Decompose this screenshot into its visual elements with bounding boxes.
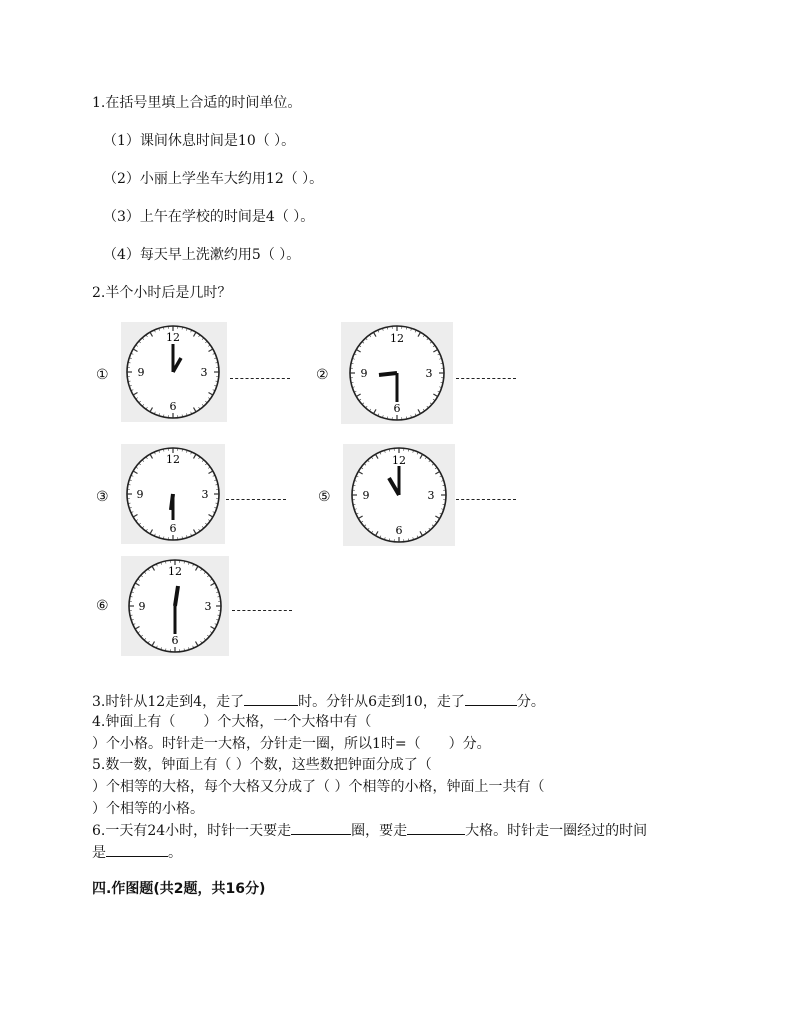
q6-blank-1[interactable] <box>291 820 351 835</box>
clock-1-num-6: 6 <box>169 400 177 413</box>
clock-6-face <box>121 556 229 656</box>
clock-3-num-9: 9 <box>136 488 144 501</box>
q1-title: 1.在括号里填上合适的时间单位。 <box>92 95 302 111</box>
clock-1-answer-line[interactable] <box>230 378 290 379</box>
q3-part3: 分。 <box>516 694 545 710</box>
clock-3-num-6: 6 <box>169 522 177 535</box>
clock-2-answer-line[interactable] <box>456 378 516 379</box>
clock-5-num-3: 3 <box>427 489 435 502</box>
q4-line-1: 4.钟面上有（ ）个大格，一个大格中有（ <box>92 714 372 730</box>
clock-2-num-6: 6 <box>393 402 401 415</box>
clock-1-num-12: 12 <box>166 331 180 344</box>
clock-2-hour-hand <box>379 373 397 375</box>
clock-1-label: ① <box>96 367 109 383</box>
clock-5 <box>343 444 455 546</box>
q1-item-1: （1）课间休息时间是10（ ）。 <box>103 133 296 149</box>
clock-1-num-9: 9 <box>137 366 145 379</box>
q3-line <box>92 691 545 711</box>
clock-6-num-9: 9 <box>138 600 146 613</box>
q6-line-2 <box>92 842 182 862</box>
q3-part2: 时。分针从6走到10，走了 <box>298 694 465 710</box>
q2-title: 2.半个小时后是几时？ <box>92 285 232 301</box>
clock-2-face <box>341 322 453 424</box>
section-title: 四.作图题(共2题，共16分) <box>92 881 266 897</box>
clock-5-num-12: 12 <box>392 454 406 467</box>
clock-5-face <box>343 444 455 546</box>
clock-3-num-3: 3 <box>201 488 209 501</box>
clock-2 <box>341 322 453 424</box>
q6-part5: 。 <box>168 845 182 861</box>
clock-1-face <box>121 322 227 422</box>
clock-6-num-3: 3 <box>204 600 212 613</box>
q5-line-3: ）个相等的小格。 <box>92 801 204 817</box>
q4-line-2: ）个小格。时针走一大格，分针走一圈，所以1时=（ ）分。 <box>92 736 491 752</box>
clock-3-num-12: 12 <box>166 453 180 466</box>
q1-item-3: （3）上午在学校的时间是4（ ）。 <box>103 209 315 225</box>
clock-3 <box>121 444 225 544</box>
q6-part3: 大格。时针走一圈经过的时间 <box>465 823 648 839</box>
clock-6-num-12: 12 <box>168 565 182 578</box>
clock-5-label: ⑤ <box>318 489 331 505</box>
q1-item-4: （4）每天早上洗漱约用5（ ）。 <box>103 247 301 263</box>
clock-3-face <box>121 444 225 544</box>
q5-line-2: ）个相等的大格，每个大格又分成了（ ）个相等的小格，钟面上一共有（ <box>92 779 545 795</box>
clock-2-num-12: 12 <box>390 332 404 345</box>
clock-3-hour-hand <box>171 494 173 510</box>
clock-5-num-6: 6 <box>395 524 403 537</box>
clock-6 <box>121 556 229 656</box>
q1-item-2: （2）小丽上学坐车大约用12（ ）。 <box>103 171 324 187</box>
clock-6-answer-line[interactable] <box>232 610 292 611</box>
clock-1 <box>121 322 227 422</box>
q3-blank-2[interactable] <box>465 691 517 706</box>
clock-6-num-6: 6 <box>171 634 179 647</box>
q5-line-1: 5.数一数，钟面上有（ ）个数，这些数把钟面分成了（ <box>92 757 432 773</box>
q6-blank-2[interactable] <box>407 820 465 835</box>
clock-6-label: ⑥ <box>96 598 109 614</box>
clock-1-num-3: 3 <box>200 366 208 379</box>
clock-3-answer-line[interactable] <box>226 499 286 500</box>
q6-part4: 是 <box>92 845 106 861</box>
q6-line-1 <box>92 820 647 840</box>
q6-part2: 圈，要走 <box>351 823 408 839</box>
clock-2-num-3: 3 <box>425 367 433 380</box>
q3-part1: 3.时针从12走到4，走了 <box>92 694 245 710</box>
clock-3-label: ③ <box>96 489 109 505</box>
clock-2-num-9: 9 <box>360 367 368 380</box>
q6-part1: 6.一天有24小时，时针一天要走 <box>92 823 292 839</box>
q6-blank-3[interactable] <box>106 842 168 857</box>
q3-blank-1[interactable] <box>244 691 298 706</box>
clock-2-label: ② <box>316 367 329 383</box>
clock-5-answer-line[interactable] <box>456 499 516 500</box>
clock-5-num-9: 9 <box>362 489 370 502</box>
